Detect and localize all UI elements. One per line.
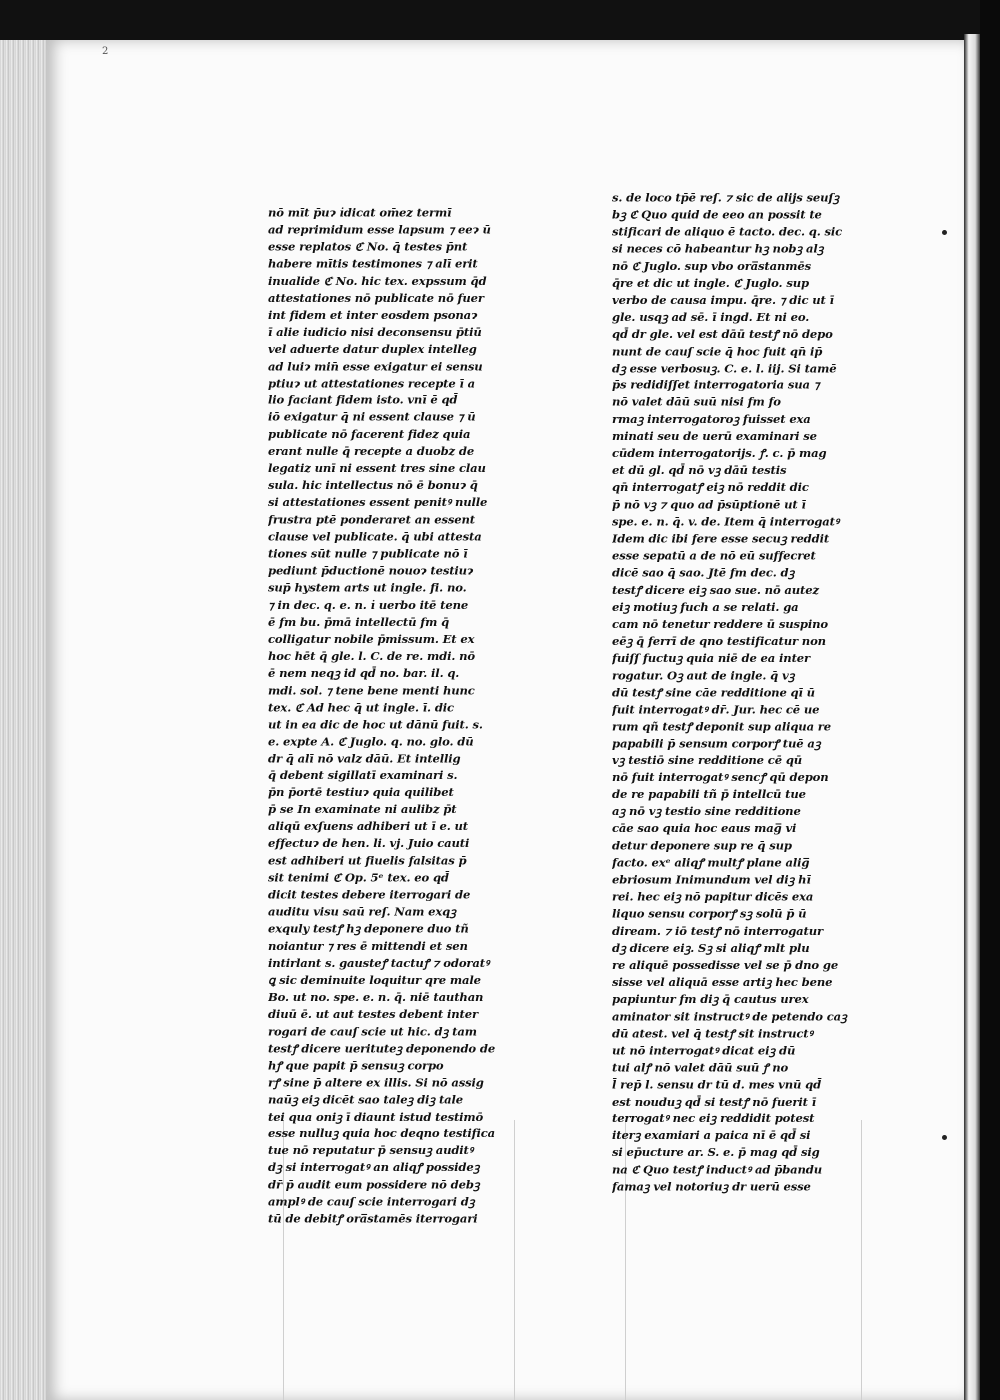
text-line: q̄re et dic ut ingle. ℭ Juglo. sup — [612, 276, 809, 290]
text-line: iterꝫ examiari a paica nī ē qd̄ si — [612, 1129, 811, 1143]
right-text-column — [612, 190, 874, 1196]
text-line: ē fm bu. p̄mā intellectū fm q̄ — [268, 615, 450, 629]
text-line: dꝫ si interrogatꝰ an aliqꝭ possideꝫ — [268, 1161, 480, 1175]
text-line: nō ℭ Juglo. sup vbo ora̅stanmēs — [612, 259, 811, 273]
text-line: cūdem interrogatorijs. ꝭ. c. p̄ mag — [612, 446, 827, 461]
text-line: terrogatꝰ nec eiꝫ reddidit potest — [612, 1111, 815, 1126]
text-line: cāe sao quia hoc eaus mag̅ vi — [612, 822, 797, 836]
text-line: cam nō tenetur reddere ū suspino — [612, 617, 828, 631]
text-line: detur deponere sup re q̄ sup — [612, 839, 792, 853]
text-line: esse sepatū a de nō eū suffecret — [612, 549, 816, 563]
text-line: p̄s redidiſſet interrogatoria sua ⁊ — [612, 378, 820, 392]
text-line: dicē sao q̄ sao. Jtē fm dec. dꝫ — [612, 566, 795, 580]
text-line: ad reprimidum esse lapsum ⁊ eeɂ ū — [268, 223, 491, 237]
text-line: nō valet dāū suū nisi fm fo — [612, 395, 781, 409]
text-line: p̄ nō vꝫ ⁊ quo ad p̄sūptionē ut ī — [612, 497, 806, 512]
text-line: si attestationes essent penitꝰ nulle — [268, 495, 488, 510]
text-line: rogari de cauſ scie ut hic. dꝫ tam — [268, 1024, 477, 1038]
text-line: effectuɂ de hen. li. vj. Juio cauti — [268, 837, 470, 851]
text-line: est adhiberi ut fiuelis falsitas p̄ — [268, 854, 467, 868]
text-line: bꝫ ℭ Quo quid de eeo an possit te — [612, 208, 822, 222]
text-line: ebriosum Inimundum vel diꝫ hī — [612, 873, 811, 887]
scan-top-border — [0, 0, 1000, 40]
text-line: dū testꝭ sine cāe redditione qī ū — [612, 685, 815, 699]
text-line: tū de debitꝭ ora̅stamēs iterrogari — [268, 1212, 478, 1226]
text-line: si neces cō habeantur hꝫ nobꝫ alꝫ — [612, 242, 824, 256]
text-line: tei qua oniꝫ ī diaunt istud testimō — [268, 1109, 484, 1124]
text-line: fuit interrogatꝰ dr̄. Jur. hec cē ue — [612, 702, 820, 716]
text-line: esse replatos ℭ No. q̄ testes p̄nt — [268, 240, 468, 254]
text-line: rogatur. Oꝫ aut de ingle. q̄ vꝫ — [612, 668, 795, 682]
text-line: sup̄ hystem arts ut ingle. fi. no. — [268, 581, 467, 595]
text-line: colligatur nobile p̄missum. Et ex — [268, 632, 475, 646]
text-line: dr q̄ alī nō valz dāū. Et intellig — [268, 751, 461, 766]
text-line: sit tenimi ℭ Op. 5ᵉ tex. eo qd̄ — [268, 871, 449, 885]
text-line: p̄ se In examinate ni aulibz p̄t — [268, 802, 457, 817]
text-line: fuiſſ fuctuꝫ quia niē de ea inter — [612, 651, 810, 665]
text-line: Idem dic ibi fere esse secuꝫ reddit — [612, 532, 830, 546]
text-line: p̄n p̄ortē testiuɂ quia quilibet — [268, 785, 454, 800]
text-line: nō mīt p̄uɂ i̇dicat om̄ez termī — [268, 205, 452, 220]
text-line: liquo sensu corporꝭ sꝫ solū p̄ ū — [612, 907, 807, 921]
text-line: q̄ debent sigillatī examinari s. — [268, 768, 458, 783]
text-line: nō fuit interrogatꝰ sencꝭ qū depon — [612, 770, 829, 785]
text-line: facto. exᵉ aliqꝭ multꝭ plane alig̅ — [612, 856, 810, 870]
text-line: hoc hēt q̄ gle. l. C. de re. mdi. nō — [268, 649, 475, 663]
text-line: attestationes nō publicate nō fuer — [268, 291, 484, 305]
text-line: qn̄ interrogatꝭ eiꝫ nō reddit dic — [612, 480, 809, 495]
text-line: vel aduerte datur duplex intelleg — [268, 342, 477, 356]
text-line: est nouduꝫ qd̄ si testꝭ nō fuerit ī — [612, 1094, 816, 1109]
text-line: stificari de aliquo ē tacto. dec. q. sic — [612, 225, 843, 239]
text-line: s. de loco tp̄ē reſ. ⁊ sic de alijs seuſꝫ — [612, 190, 840, 205]
text-line: diream. ⁊ iō testꝭ nō interrogatur — [612, 924, 823, 938]
text-line: aliqū exſuens adhiberi ut ī e. ut — [268, 819, 468, 834]
text-line: ad luiɂ min̄ esse exigatur ei sensu — [268, 359, 483, 373]
text-line: sisse vel aliquā esse artiꝫ hec bene — [612, 975, 833, 989]
text-line: papiuntur fm diꝫ q̄ cautus urex — [612, 992, 809, 1006]
text-line: gle. usqꝫ ad sē. ī ingd. Et ni eo. — [612, 310, 810, 324]
text-line: testꝭ dicere uerituteꝫ deponendo de — [268, 1041, 496, 1055]
text-line: testꝭ dicere eiꝫ sao sue. nō autez — [612, 583, 819, 597]
text-line: na ℭ Quo testꝭ inductꝰ ad p̄bandu — [612, 1163, 823, 1177]
text-line: qd̄ dr gle. vel est dāū testꝭ nō depo — [612, 327, 833, 341]
folio-mark: 2 — [102, 46, 109, 57]
text-line: nunt de cauſ scie q̄ hoc fuit qn̄ ip̄ — [612, 344, 823, 358]
text-line: minati seu de uerū examinari se — [612, 429, 817, 444]
text-line: tui alꝭ nō valet dāū suū ꝭ no — [612, 1060, 789, 1075]
text-line: auditu visu saū reſ. Nam exqꝫ — [268, 905, 456, 919]
text-line: papabili p̄ sensum corporꝭ tuē aꝫ — [612, 736, 821, 751]
text-line: dr̄ p̄ audit eum possidere nō debꝫ — [268, 1178, 480, 1192]
text-line: dꝫ dicere eiꝫ. Sꝫ si aliqꝭ mlt plu — [612, 941, 810, 955]
text-line: l̄ rep̄ l. sensu dr tū d. mes vnū qd̄ — [612, 1077, 822, 1092]
text-line: dꝫ esse verbosuꝫ. C. e. l. iij. Si tamē — [612, 361, 837, 375]
page-stack-right-edge — [964, 34, 980, 1400]
text-line: amplꝰ de cauſ scie interrogari dꝫ — [268, 1195, 475, 1209]
text-line: eiꝫ motiuꝫ fuch a se relati. ga — [612, 600, 799, 614]
text-line: dicit testes debere iterrogari de — [268, 888, 471, 902]
text-line: iō exigatur q̄ ni essent clause ⁊ ū — [268, 410, 476, 424]
text-line: diuū ē. ut aut testes debent inter — [268, 1007, 478, 1021]
text-line: re aliquē possedisse vel se p̄ dno ge — [612, 958, 839, 972]
text-line: ptiuɂ ut attestationes recepte ī a — [268, 376, 476, 390]
text-line: legatiz unī ni essent tres sine clau — [268, 461, 486, 476]
text-line: hꝭ que papit p̄ sensuꝫ corpo — [268, 1058, 444, 1073]
text-line: clause vel publicate. q̄ ubi attesta — [268, 530, 482, 544]
text-line: intirlant s. gausteꝭ tactuꝭ ⁊ odoratꝰ — [268, 956, 490, 970]
text-line: tue nō reputatur p̄ sensuꝫ auditꝰ — [268, 1144, 474, 1158]
page-stack-left-edge — [0, 40, 52, 1400]
text-line: naūꝫ eiꝫ dicēt sao taleꝫ diꝫ tale — [268, 1092, 463, 1107]
text-line: aminator sit instructꝰ de petendo caꝫ — [612, 1009, 847, 1023]
text-line: esse nulluꝫ quia hoc deqno testifica — [268, 1126, 496, 1141]
text-line: tiones sūt nulle ⁊ publicate nō ī — [268, 547, 468, 561]
text-line: rum qñ testꝭ deponit sup aliqua re — [612, 719, 831, 733]
text-line: rꝭ sine p̄ altere ex illis. Si nō assig — [268, 1075, 484, 1090]
pricking-mark-bottom — [942, 1135, 947, 1140]
pricking-mark-top — [942, 230, 947, 235]
text-line: lio faciant fidem isto. vnī ē qd̄ — [268, 393, 458, 407]
text-line: famaꝫ vel notoriuꝫ dr uerū esse — [612, 1180, 811, 1194]
text-line: vꝫ testiō sine redditione cē qū — [612, 753, 803, 768]
text-line: sula. hic intellectus nō ē bonuɂ q̄ — [268, 478, 478, 493]
text-line: ē nem neqꝫ id qd̄ no. bar. il. q. — [268, 666, 460, 680]
text-line: spe. e. n. q̄. v. de. Item q̄ interrogatꝰ — [612, 515, 840, 529]
text-line: ut in ea dic de hoc ut dānū fuit. s. — [268, 717, 483, 731]
text-line: verbo de causa impu. q̄re. ⁊ dic ut ī — [612, 293, 834, 307]
left-text-column — [268, 205, 526, 1228]
text-line: erant nulle q̄ recepte a duobz de — [268, 444, 475, 459]
text-line: e. expte A. ℭ Juglo. q. no. glo. dū — [268, 734, 474, 748]
text-line: si ep̄ucture ar. S. e. p̄ mag qd̄ sig — [612, 1146, 820, 1160]
text-line: de re papabili tñ p̄ intellcū tue — [612, 787, 806, 802]
text-line: ꝗ sic deminuite loquitur qre male — [268, 973, 481, 987]
text-line: ī alie iudicio nisi deconsensu p̄tiū — [268, 325, 482, 339]
text-line: et dū gl. qd̄ nō vꝫ dāū testis — [612, 463, 787, 478]
text-line: tex. ℭ Ad hec q̄ ut ingle. ī. dic — [268, 700, 454, 714]
text-line: eēꝫ q̄ ferrī de qno testificatur non — [612, 634, 826, 648]
text-line: mdi. sol. ⁊ tene bene menti hunc — [268, 683, 475, 697]
text-line: habere mītis testimones ⁊ alī erit — [268, 257, 478, 271]
text-line: aꝫ nō vꝫ testio sine redditione — [612, 804, 801, 819]
text-line: dū atest. vel q̄ testꝭ sit instructꝰ — [612, 1026, 813, 1040]
text-line: rei. hec eiꝫ nō papitur dicēs exa — [612, 890, 814, 904]
text-line: ⁊ in dec. q. e. n. i̇ uerbo itē tene — [268, 598, 469, 612]
text-line: noiantur ⁊ res ē mittendi et sen — [268, 939, 468, 953]
text-line: publicate nō facerent fidez quia — [268, 427, 471, 441]
text-line: frustra ptē ponderaret an essent — [268, 512, 475, 527]
text-line: pediunt p̄ductionē nouoɂ testiuɂ — [268, 564, 474, 578]
text-line: inualide ℭ No. hic tex. expssum q̄d — [268, 274, 487, 288]
text-line: int fidem et inter eosdem psonaɂ — [268, 308, 478, 322]
scan-right-border — [980, 0, 1000, 1400]
text-line: ut nō interrogatꝰ dicat eiꝫ dū — [612, 1043, 796, 1058]
text-line: rmaꝫ interrogatoroꝫ fuisset exa — [612, 412, 811, 426]
text-line: exquly testꝭ hꝫ deponere duo tñ — [268, 922, 469, 936]
text-line: Bo. ut no. spe. e. n. q̄. niē tauthan — [268, 990, 484, 1004]
